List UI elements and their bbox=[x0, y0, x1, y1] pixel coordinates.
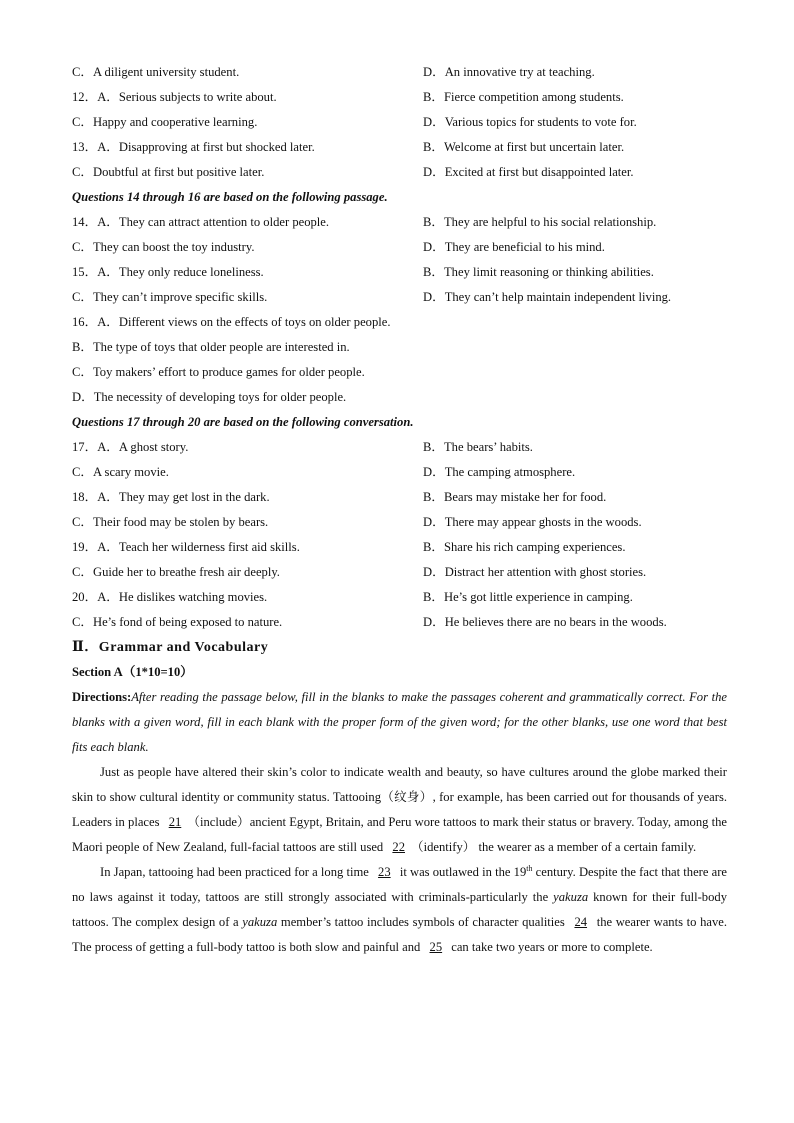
option: B．Welcome at first but uncertain later. bbox=[423, 140, 625, 154]
directions-text: After reading the passage below, fill in the blanks to make the passages coherent and grammatically correct. For the blanks with a given word, fill in each blank with the proper form of the given word; for the other blanks, use one word that best fits each blank. bbox=[72, 690, 727, 754]
blank-22[interactable]: 22 bbox=[392, 840, 405, 854]
question-row bbox=[72, 335, 727, 360]
option: D．The necessity of developing toys for older people. bbox=[72, 390, 347, 404]
directions-label: Directions: bbox=[72, 690, 132, 704]
section-heading bbox=[72, 410, 727, 435]
question-row bbox=[72, 385, 727, 410]
question-row bbox=[72, 235, 727, 260]
question-row bbox=[72, 85, 727, 110]
option: B．The bears’ habits. bbox=[423, 440, 533, 454]
blank-24[interactable]: 24 bbox=[574, 915, 588, 929]
option: C．Guide her to breathe fresh air deeply. bbox=[72, 565, 280, 579]
superscript: th bbox=[526, 863, 533, 873]
question-row bbox=[72, 285, 727, 310]
question-row bbox=[72, 110, 727, 135]
option: 19．A．Teach her wilderness first aid skills. bbox=[72, 540, 300, 554]
passage-paragraph-2 bbox=[72, 860, 727, 960]
question-row bbox=[72, 210, 727, 235]
option: B．Bears may mistake her for food. bbox=[423, 490, 607, 504]
passage-text: member’s tattoo includes symbols of character qualities bbox=[277, 915, 569, 929]
option: 13．A．Disapproving at first but shocked later. bbox=[72, 140, 315, 154]
option: D．Excited at first but disappointed later. bbox=[423, 165, 634, 179]
option: D．An innovative try at teaching. bbox=[423, 65, 595, 79]
passage-text: known for their full-body tattoos. The complex design of a bbox=[72, 890, 727, 929]
passage-text: it was outlawed in the 19 bbox=[396, 865, 527, 879]
question-row bbox=[72, 560, 727, 585]
question-row bbox=[72, 360, 727, 385]
exam-page bbox=[72, 60, 727, 960]
option: 20．A．He dislikes watching movies. bbox=[72, 590, 268, 604]
option: B．They limit reasoning or thinking abilities. bbox=[423, 265, 654, 279]
question-row bbox=[72, 610, 727, 635]
question-row bbox=[72, 510, 727, 535]
option: B．The type of toys that older people are interested in. bbox=[72, 340, 350, 354]
passage-text: the wearer wants to have. The process of getting a full-body tattoo is both slow and painful and bbox=[72, 915, 727, 954]
passage-text: Just as people have altered their skin’s color to indicate wealth and beauty, so have cultures around the globe marked their skin to show cultural identity or community status. Tattooing（纹身）, for example, has been carried out for thousands of years. Leaders in places bbox=[72, 765, 727, 829]
passage-text: In Japan, tattooing had been practiced for a long time bbox=[100, 865, 373, 879]
option: 16．A．Different views on the effects of toys on older people. bbox=[72, 315, 391, 329]
passage-text: can take two years or more to complete. bbox=[448, 940, 653, 954]
question-row bbox=[72, 160, 727, 185]
option: C．A scary movie. bbox=[72, 465, 169, 479]
option: D．He believes there are no bears in the woods. bbox=[423, 615, 667, 629]
option: C．Doubtful at first but positive later. bbox=[72, 165, 265, 179]
option: C．Toy makers’ effort to produce games for older people. bbox=[72, 365, 365, 379]
question-row bbox=[72, 585, 727, 610]
option: B．They are helpful to his social relationship. bbox=[423, 215, 657, 229]
option: D．They can’t help maintain independent living. bbox=[423, 290, 672, 304]
option: C．Happy and cooperative learning. bbox=[72, 115, 258, 129]
heading-17-20: Questions 17 through 20 are based on the following conversation. bbox=[72, 415, 414, 429]
blank-21[interactable]: 21 bbox=[168, 815, 182, 829]
option: B．Fierce competition among students. bbox=[423, 90, 624, 104]
question-row bbox=[72, 485, 727, 510]
question-row bbox=[72, 260, 727, 285]
option: 15．A．They only reduce loneliness. bbox=[72, 265, 264, 279]
option: B．He’s got little experience in camping. bbox=[423, 590, 633, 604]
option: B．Share his rich camping experiences. bbox=[423, 540, 626, 554]
option: D．They are beneficial to his mind. bbox=[423, 240, 605, 254]
question-row bbox=[72, 435, 727, 460]
option: 14．A．They can attract attention to older people. bbox=[72, 215, 330, 229]
passage-text: century. Despite the fact that there are no laws against it today, tattoos are still strongly associated with criminals-particularly the bbox=[72, 865, 727, 904]
yakuza-term: yakuza bbox=[553, 890, 589, 904]
option: 12．A．Serious subjects to write about. bbox=[72, 90, 277, 104]
option: C．They can boost the toy industry. bbox=[72, 240, 255, 254]
option: D．The camping atmosphere. bbox=[423, 465, 576, 479]
option: 17．A．A ghost story. bbox=[72, 440, 189, 454]
yakuza-term: yakuza bbox=[242, 915, 278, 929]
option: D．Various topics for students to vote for. bbox=[423, 115, 637, 129]
directions bbox=[72, 685, 727, 760]
passage-text: （identify） the wearer as a member of a certain family. bbox=[410, 840, 697, 854]
option: D．There may appear ghosts in the woods. bbox=[423, 515, 642, 529]
question-row bbox=[72, 135, 727, 160]
section-title bbox=[72, 635, 727, 660]
option: 18．A．They may get lost in the dark. bbox=[72, 490, 270, 504]
option: C．They can’t improve specific skills. bbox=[72, 290, 268, 304]
option: D．Distract her attention with ghost stories. bbox=[423, 565, 647, 579]
grammar-vocabulary-title: Ⅱ．Grammar and Vocabulary bbox=[72, 640, 269, 655]
option: C．A diligent university student. bbox=[72, 65, 240, 79]
heading-14-16: Questions 14 through 16 are based on the following passage. bbox=[72, 190, 388, 204]
question-row bbox=[72, 310, 727, 335]
option: C．He’s fond of being exposed to nature. bbox=[72, 615, 283, 629]
passage-text: （include）ancient Egypt, Britain, and Peru wore tattoos to mark their status or bravery. Today, among the Maori people of New Zealand, full-facial tattoos are still used bbox=[72, 815, 728, 854]
section-a-title: Section A（1*10=10） bbox=[72, 665, 193, 679]
passage-paragraph-1 bbox=[72, 760, 727, 860]
question-row bbox=[72, 460, 727, 485]
question-row bbox=[72, 60, 727, 85]
option: C．Their food may be stolen by bears. bbox=[72, 515, 269, 529]
blank-23[interactable]: 23 bbox=[378, 865, 391, 879]
question-row bbox=[72, 535, 727, 560]
section-heading bbox=[72, 185, 727, 210]
section-subtitle bbox=[72, 660, 727, 685]
blank-25[interactable]: 25 bbox=[429, 940, 443, 954]
